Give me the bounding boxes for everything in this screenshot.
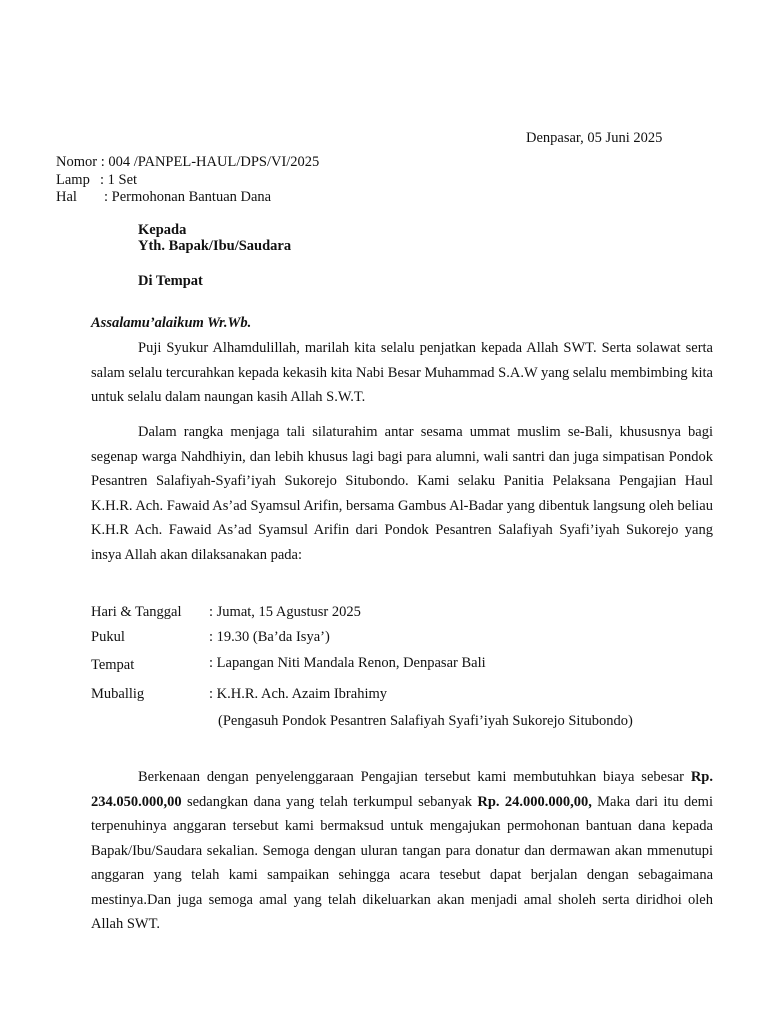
funding-intro: Berkenaan dengan penyelenggaraan Pengajian tersebut kami membutuhkan biaya sebesar	[138, 769, 691, 785]
subject-line	[56, 189, 271, 206]
event-place-label: Tempat	[91, 657, 135, 673]
event-speaker-label: Muballig	[91, 686, 145, 702]
letter-date: Denpasar, 05 Juni 2025	[526, 130, 663, 146]
funding-middle: sedangkan dana yang telah terkumpul sebanyak	[181, 793, 478, 810]
event-day-value: : Jumat, 15 Agustusr 2025	[209, 604, 361, 620]
event-place-value: : Lapangan Niti Mandala Renon, Denpasar Bali	[209, 655, 486, 671]
subject-label: Hal	[56, 189, 77, 205]
attachment-label: Lamp	[56, 172, 90, 188]
recipient-kepada: Kepada	[138, 222, 187, 238]
event-time-label: Pukul	[91, 629, 125, 645]
greeting: Assalamu’alaikum Wr.Wb.	[91, 315, 252, 331]
attachment-value: : 1 Set	[100, 172, 138, 188]
event-speaker-value: : K.H.R. Ach. Azaim Ibrahimy	[209, 686, 388, 702]
paragraph-funding	[91, 765, 713, 937]
funding-rest: Maka dari itu demi terpenuhinya anggaran tersebut kami bermaksud untuk mengajukan permohonan bantuan dana kepada Bapak/Ibu/Saudara sekalian. Semoga dengan uluran tangan para donatur dan dermawan akan mmenutupi anggaran yang telah kami sampaikan sehingga acara tesebut dapat berjalan dengan sebagaimana mestinya.Dan juga semoga amal yang telah dikeluarkan akan menjadi amal sholeh serta diridhoi oleh Allah SWT.	[91, 793, 713, 932]
recipient-name: Yth. Bapak/Ibu/Saudara	[138, 238, 292, 254]
recipient-place: Di Tempat	[138, 273, 203, 289]
event-time-value: : 19.30 (Ba’da Isya’)	[209, 629, 330, 645]
letter-number: Nomor : 004 /PANPEL-HAUL/DPS/VI/2025	[56, 154, 320, 170]
subject-value: : Permohonan Bantuan Dana	[104, 189, 272, 205]
event-speaker-note: (Pengasuh Pondok Pesantren Salafiyah Syafi’iyah Sukorejo Situbondo)	[218, 713, 633, 729]
paragraph-purpose: Dalam rangka menjaga tali silaturahim antar sesama ummat muslim se-Bali, khususnya bagi segenap warga Nahdhiyin, dan lebih khusus lagi bagi para alumni, wali santri dan juga simpatisan Pondok Pesantren Salafiyah-Syafi’iyah Sukorejo Situbondo. Kami selaku Panitia Pelaksana Pengajian Haul K.H.R. Ach. Fawaid As’ad Syamsul Arifin, bersama Gambus Al-Badar yang dibentuk langsung oleh beliau K.H.R Ach. Fawaid As’ad Syamsul Arifin dari Pondok Pesantren Salafiyah Syafi’iyah Sukorejo yang insya Allah akan dilaksanakan pada:	[91, 424, 713, 563]
amount-needed: Rp. 234.050.000,00	[91, 769, 713, 810]
paragraph-opening: Puji Syukur Alhamdulillah, marilah kita selalu penjatkan kepada Allah SWT. Serta solawat serta salam selalu tercurahkan kepada kekasih kita Nabi Besar Muhammad S.A.W yang selalu membimbing kita untuk selalu dalam naungan kasih Allah S.W.T.	[91, 340, 713, 405]
event-day-label: Hari & Tanggal	[91, 604, 182, 620]
attachment-line	[56, 172, 137, 189]
amount-collected: Rp. 24.000.000,00,	[477, 793, 592, 810]
